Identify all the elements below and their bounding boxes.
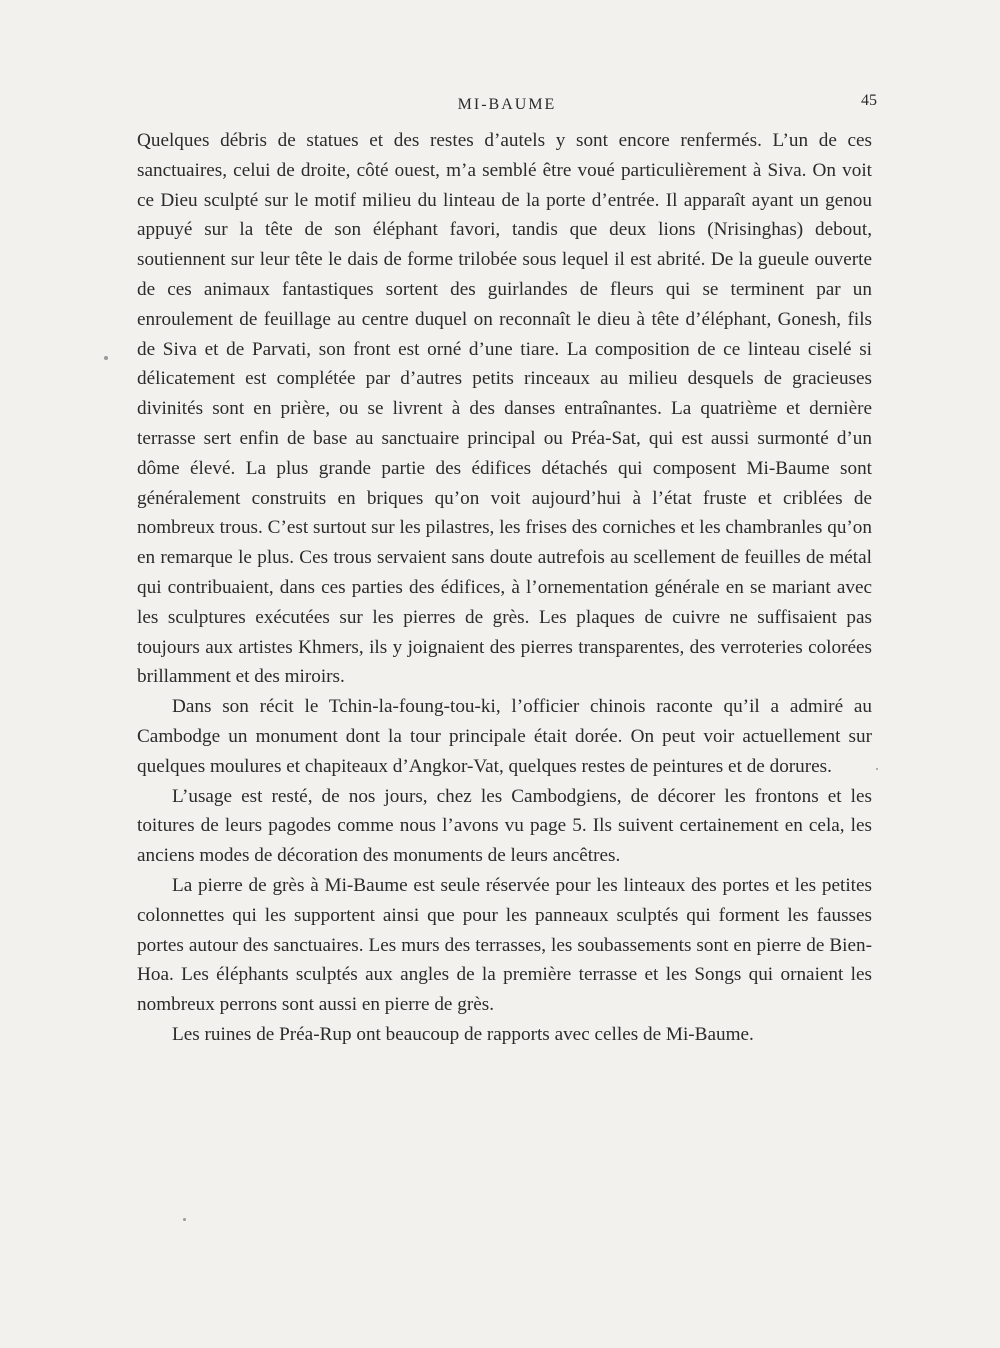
paragraph-3: L’usage est resté, de nos jours, chez les Cambodgiens, de décorer les frontons et les toitures de leurs pagodes comme nous l’avons vu page 5. Ils suivent certainement en cela, les anciens modes de décoration des monuments de leurs ancêtres. <box>137 785 872 867</box>
paragraph-2: Dans son récit le Tchin-la-foung-tou-ki, l’officier chinois raconte qu’il a admiré au Cambodge un monument dont la tour principale était dorée. On peut voir actuellement sur quelques moulures et chapiteaux d’Angkor-Vat, quelques restes de peintures et de dorures. <box>137 696 872 777</box>
paragraph-4: La pierre de grès à Mi-Baume est seule réservée pour les linteaux des portes et les petites colonnettes qui les supportent ainsi que pour les panneaux sculptés qui forment les fausses portes autour des sanctuaires. Les murs des terrasses, les soubassements sont en pierre de Bien-Hoa. Les éléphants sculptés aux angles de la première terrasse et les Songs qui ornaient les nombreux perrons sont aussi en pierre de grès. <box>137 874 872 1016</box>
paper-speck <box>876 768 878 770</box>
body-text <box>137 126 872 1050</box>
paragraph-5: Les ruines de Préa-Rup ont beaucoup de rapports avec celles de Mi-Baume. <box>172 1023 754 1045</box>
paragraph-1: Quelques débris de statues et des restes d’autels y sont encore renfermés. L’un de ces sanctuaires, celui de droite, côté ouest, m’a semblé être voué particulièrement à Siva. On voit ce Dieu sculpté sur le motif milieu du linteau de la porte d’entrée. Il apparaît ayant un genou appuyé sur la tête de son éléphant favori, tandis que deux lions (Nrisinghas) debout, soutiennent sur leur tête le dais de forme trilobée sous lequel il est abrité. De la gueule ouverte de ces animaux fantastiques sortent des guirlandes de fleurs qui se terminent par un enroulement de feuillage au centre duquel on reconnaît le dieu à tête d’éléphant, Gonesh, fils de Siva et de Parvati, son front est orné d’une tiare. La composition de ce linteau ciselé si délicatement est complétée par d’autres petits rinceaux au milieu desquels de gracieuses divinités sont en prière, ou se livrent à des danses entraînantes. La quatrième et dernière terrasse sert enfin de base au sanctuaire principal ou Préa-Sat, qui est aussi surmonté d’un dôme élevé. La plus grande partie des édifices détachés qui composent Mi-Baume sont généralement construits en briques qu’on voit aujourd’hui à l’état fruste et criblées de nombreux trous. C’est surtout sur les pilastres, les frises des corniches et les chambranles qu’on en remarque le plus. Ces trous servaient sans doute autrefois au scellement de feuilles de métal qui contribuaient, dans ces parties des édifices, à l’ornementation générale en se mariant avec les sculptures exécutées sur les pierres de grès. Les plaques de cuivre ne suffisaient pas toujours aux artistes Khmers, ils y joignaient des pierres transparentes, des verroteries colorées brillamment et des miroirs. <box>137 130 872 688</box>
paper-speck <box>183 1218 186 1221</box>
paper-speck <box>104 356 108 360</box>
running-head: MI-BAUME <box>457 96 557 113</box>
page-header <box>137 92 877 118</box>
page-number: 45 <box>861 92 877 109</box>
